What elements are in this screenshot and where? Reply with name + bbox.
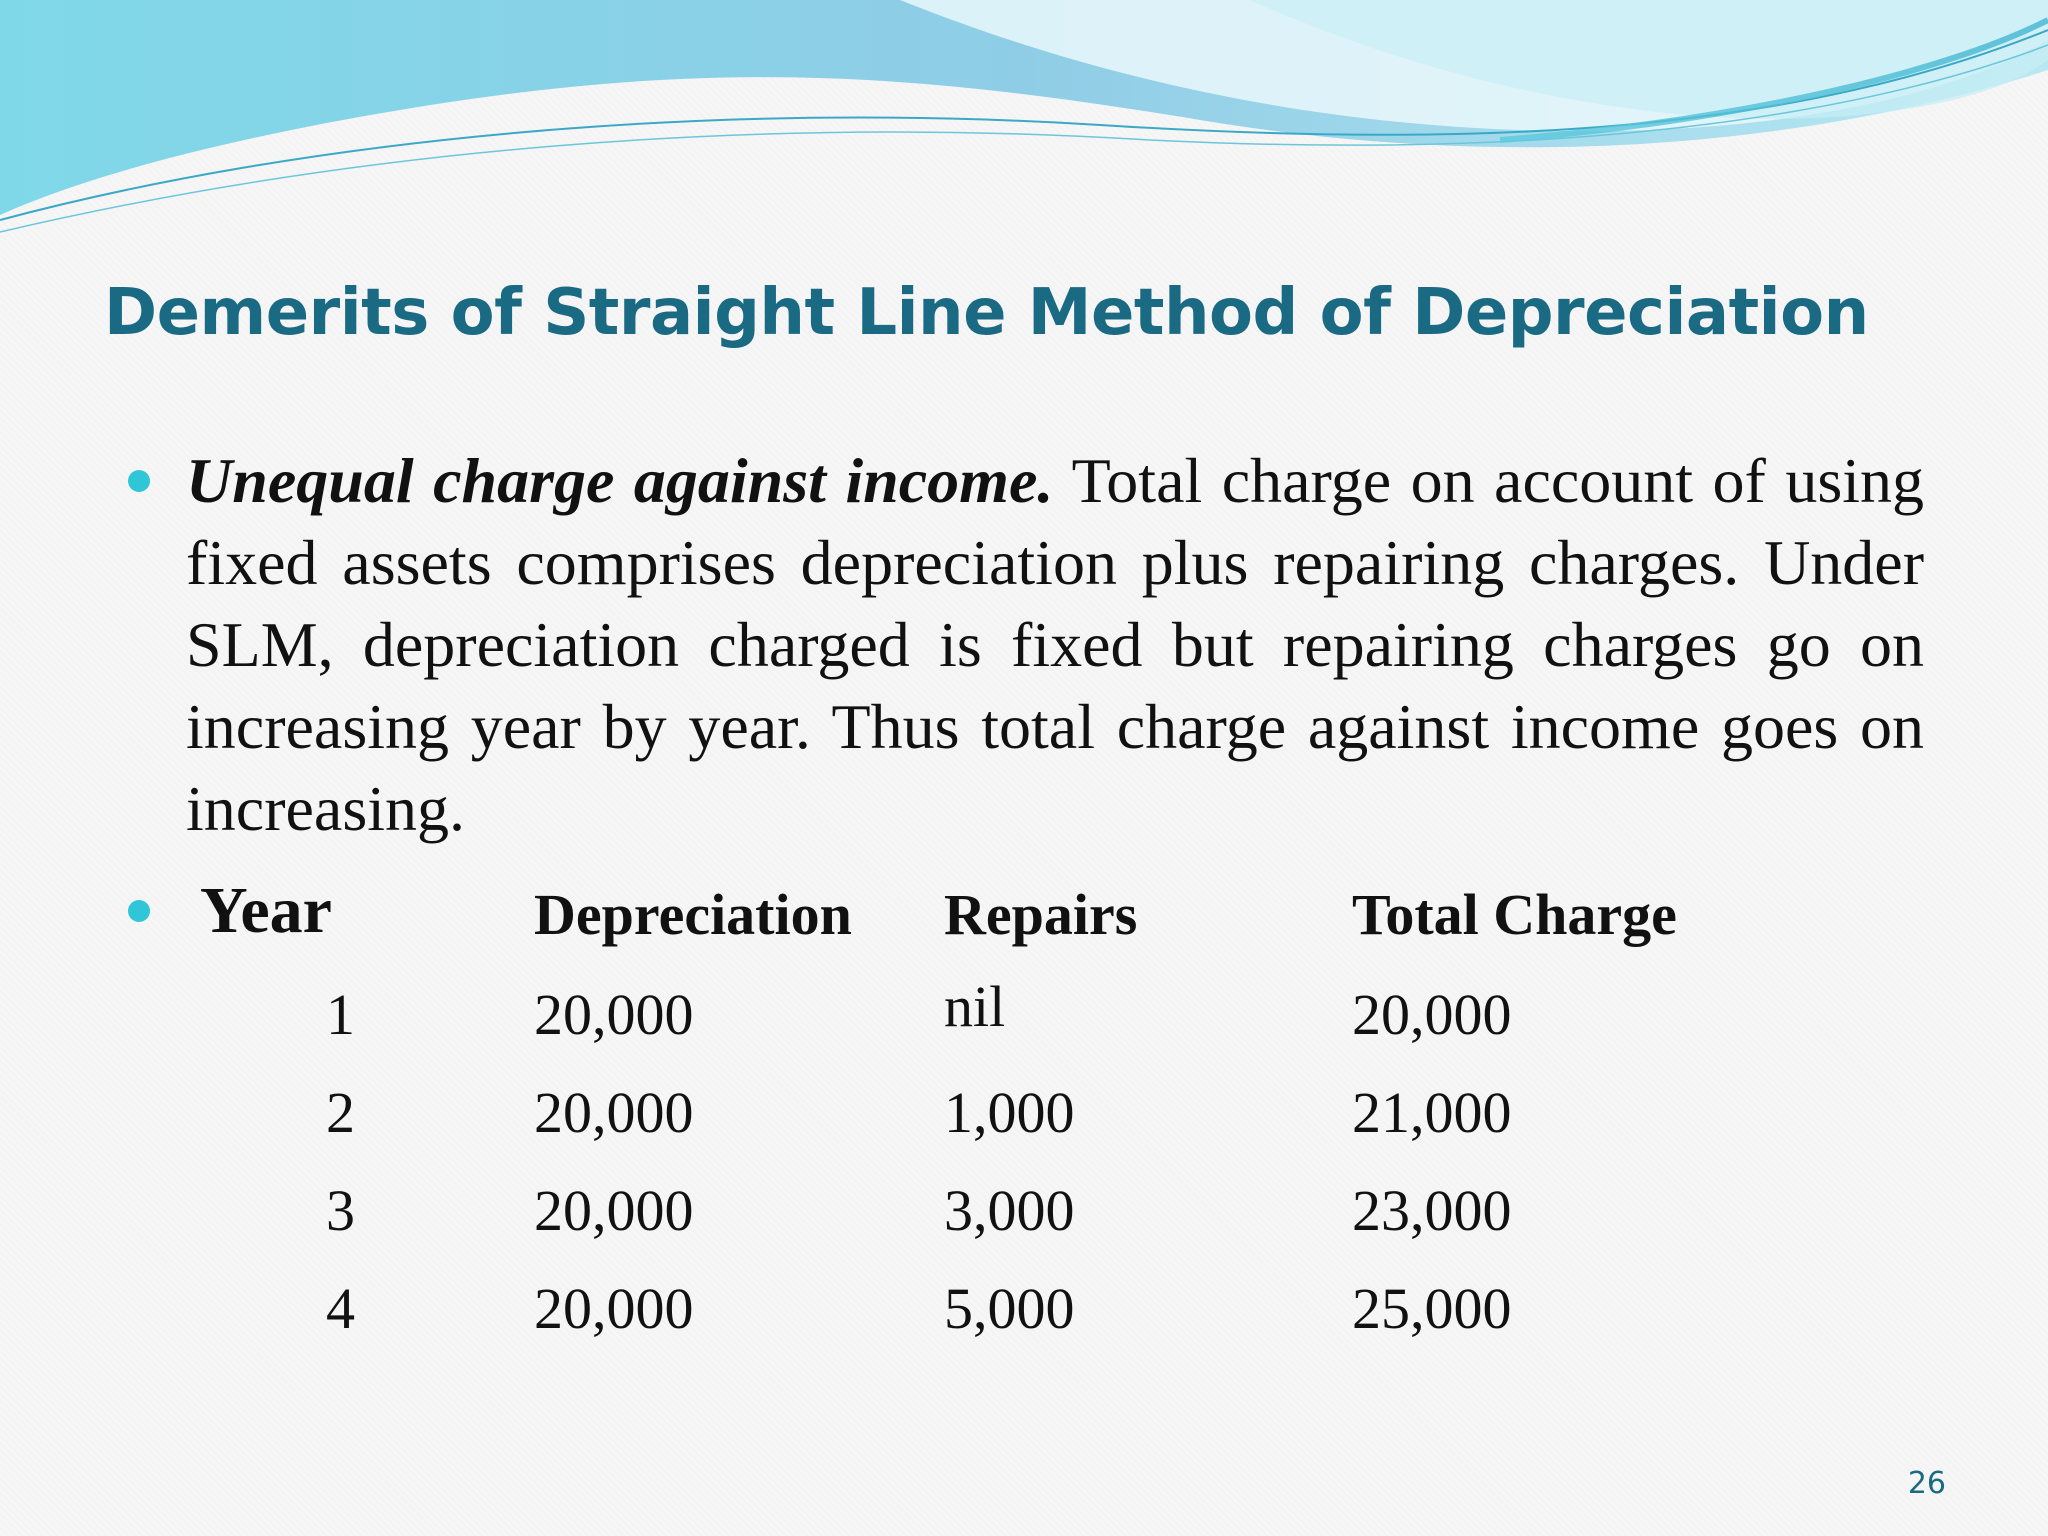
cell-depreciation: 20,000 [534, 1178, 694, 1243]
cell-total: 21,000 [1352, 1080, 1512, 1145]
cell-total: 25,000 [1352, 1276, 1512, 1341]
table-header-repairs: Repairs [944, 882, 1138, 947]
bullet-icon [128, 470, 150, 492]
bullet-lead: Unequal charge against income. [186, 445, 1054, 516]
table-header-year: Year [200, 874, 332, 947]
cell-repairs: 3,000 [944, 1178, 1075, 1243]
page-number: 26 [1907, 1466, 1946, 1501]
cell-year: 1 [326, 982, 355, 1047]
cell-repairs: 1,000 [944, 1080, 1075, 1145]
cell-depreciation: 20,000 [534, 982, 694, 1047]
cell-year: 4 [326, 1276, 355, 1341]
cell-year: 3 [326, 1178, 355, 1243]
cell-depreciation: 20,000 [534, 1276, 694, 1341]
cell-repairs: 5,000 [944, 1276, 1075, 1341]
cell-depreciation: 20,000 [534, 1080, 694, 1145]
header-wave-decoration [0, 0, 2048, 240]
slide-title: Demerits of Straight Line Method of Depreciation [104, 276, 1869, 350]
cell-total: 23,000 [1352, 1178, 1512, 1243]
cell-year: 2 [326, 1080, 355, 1145]
bullet-icon [128, 900, 150, 922]
bullet-text: Total charge on account of using fixed assets comprises depreciation plus repairing charges. Under SLM, depreciation charged is fixed but repairing charges go on increasing year by year. Thus total charge against income goes on increasing. [186, 445, 1925, 844]
cell-total: 20,000 [1352, 982, 1512, 1047]
table-header-total: Total Charge [1352, 882, 1677, 947]
cell-repairs: nil [944, 974, 1006, 1039]
table-header-depreciation: Depreciation [534, 882, 852, 947]
bullet-paragraph [186, 440, 1924, 850]
